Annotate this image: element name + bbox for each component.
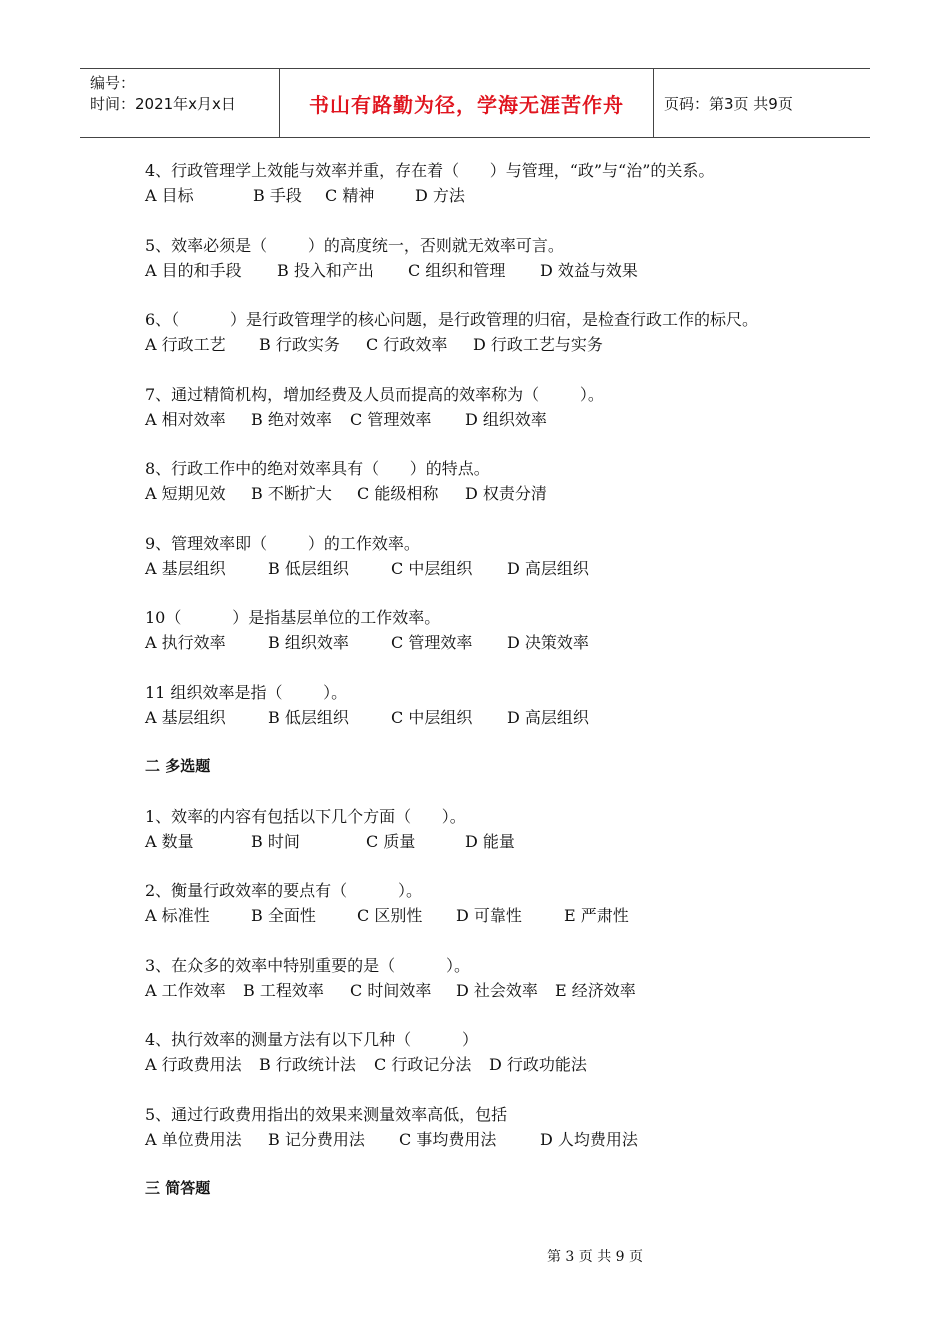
answer-option: D 人均费用法 (540, 1129, 638, 1149)
answer-option: B 手段 (253, 186, 302, 205)
answer-option: D 组织效率 (465, 409, 547, 429)
answer-option: B 时间 (251, 831, 300, 851)
answer-option: D 可靠性 (456, 906, 522, 925)
answer-option: B 投入和产出 (277, 260, 374, 280)
answer-option: A 工作效率 (145, 980, 226, 1000)
header-page-label: 页码：第3页 共9页 (664, 94, 793, 113)
question-options (145, 332, 845, 357)
question-stem: 9、管理效率即（ ）的工作效率。 (145, 533, 420, 553)
question-item (145, 953, 845, 1003)
date-label: 时间：2021年x月x日 (90, 95, 236, 113)
answer-option: A 短期见效 (145, 484, 226, 503)
question-stem: 1、效率的内容有包括以下几个方面（ ）。 (145, 806, 466, 826)
question-options (145, 1052, 845, 1077)
question-stem: 8、行政工作中的绝对效率具有（ ）的特点。 (145, 459, 490, 478)
question-item (145, 1027, 845, 1077)
answer-option: C 管理效率 (391, 633, 473, 652)
answer-option: A 基层组织 (145, 707, 226, 727)
answer-option: C 组织和管理 (408, 260, 506, 280)
answer-option: C 精神 (325, 186, 375, 205)
answer-option: D 决策效率 (507, 633, 589, 652)
answer-option: B 记分费用法 (268, 1129, 365, 1149)
answer-option: A 单位费用法 (145, 1129, 242, 1149)
answer-option: C 中层组织 (391, 707, 473, 727)
answer-option: A 基层组织 (145, 558, 226, 578)
answer-option: C 事均费用法 (399, 1129, 497, 1149)
question-item (145, 804, 845, 854)
multi-choice-list (145, 804, 845, 1152)
question-stem: 4、执行效率的测量方法有以下几种（ ） (145, 1030, 479, 1049)
question-item (145, 1102, 845, 1152)
question-stem: 3、在众多的效率中特别重要的是（ ）。 (145, 955, 471, 975)
answer-option: B 不断扩大 (251, 484, 332, 503)
question-stem: 6、（ ）是行政管理学的核心问题，是行政管理的归宿，是检查行政工作的标尺。 (145, 310, 759, 329)
answer-option: C 区别性 (357, 906, 423, 925)
answer-option: B 组织效率 (268, 633, 349, 652)
answer-option: B 工程效率 (243, 980, 324, 1000)
section-heading-short: 三 简答题 (145, 1179, 211, 1197)
answer-option: A 行政工艺 (145, 335, 226, 354)
number-label: 编号： (90, 74, 136, 92)
question-options (145, 630, 845, 655)
question-item (145, 233, 845, 283)
question-options (145, 183, 845, 208)
answer-option: C 质量 (366, 831, 416, 851)
question-options (145, 978, 845, 1003)
answer-option: D 方法 (415, 186, 465, 205)
page-header (80, 68, 870, 138)
question-options (145, 1127, 845, 1152)
answer-option: D 行政工艺与实务 (473, 335, 603, 354)
answer-option: A 数量 (145, 831, 194, 851)
question-stem: 5、通过行政费用指出的效果来测量效率高低，包括 (145, 1104, 508, 1124)
answer-option: D 效益与效果 (540, 260, 638, 280)
question-item (145, 878, 845, 928)
question-options (145, 829, 845, 854)
question-stem: 7、通过精简机构，增加经费及人员而提高的效率称为（ ）。 (145, 384, 604, 404)
question-options (145, 705, 845, 730)
question-options (145, 407, 845, 432)
answer-option: D 能量 (465, 831, 515, 851)
answer-option: C 中层组织 (391, 558, 473, 578)
answer-option: A 目的和手段 (145, 260, 242, 280)
header-motto: 书山有路勤为径，学海无涯苦作舟 (280, 69, 654, 137)
answer-option: D 高层组织 (507, 558, 589, 578)
answer-option: C 行政效率 (366, 335, 448, 354)
section-heading-multi: 二 多选题 (145, 757, 211, 775)
question-item (145, 158, 845, 208)
answer-option: B 低层组织 (268, 707, 349, 727)
answer-option: D 高层组织 (507, 707, 589, 727)
answer-option: D 社会效率 (456, 980, 538, 1000)
question-stem: 2、衡量行政效率的要点有（ ）。 (145, 881, 423, 900)
answer-option: A 标准性 (145, 906, 210, 925)
answer-option: C 行政记分法 (374, 1055, 472, 1074)
question-stem: 10（ ）是指基层单位的工作效率。 (145, 608, 441, 627)
answer-option: A 目标 (145, 186, 194, 205)
answer-option: D 权责分清 (465, 484, 547, 503)
question-options (145, 481, 845, 506)
single-choice-list (145, 158, 845, 730)
answer-option: A 行政费用法 (145, 1055, 242, 1074)
answer-option: B 全面性 (251, 906, 316, 925)
answer-option: E 严肃性 (564, 906, 629, 925)
question-item (145, 531, 845, 581)
question-options (145, 556, 845, 581)
question-item (145, 680, 845, 730)
question-stem: 4、行政管理学上效能与效率并重，存在着（ ）与管理，“政”与“治”的关系。 (145, 161, 715, 180)
answer-option: D 行政功能法 (489, 1055, 587, 1074)
answer-option: B 绝对效率 (251, 409, 332, 429)
answer-option: C 能级相称 (357, 484, 439, 503)
answer-option: C 管理效率 (350, 409, 432, 429)
answer-option: B 行政实务 (259, 335, 340, 354)
question-stem: 5、效率必须是（ ）的高度统一，否则就无效率可言。 (145, 235, 564, 255)
question-item (145, 307, 845, 357)
answer-option: B 行政统计法 (259, 1055, 356, 1074)
answer-option: C 时间效率 (350, 980, 432, 1000)
answer-option: A 相对效率 (145, 409, 226, 429)
question-item (145, 605, 845, 655)
answer-option: E 经济效率 (555, 980, 636, 1000)
answer-option: B 低层组织 (268, 558, 349, 578)
question-item (145, 456, 845, 506)
question-options (145, 258, 845, 283)
header-meta (80, 69, 280, 137)
document-body (145, 158, 845, 1226)
question-item (145, 382, 845, 432)
question-options (145, 903, 845, 928)
answer-option: A 执行效率 (145, 633, 226, 652)
question-stem: 11 组织效率是指（ ）。 (145, 682, 348, 702)
page-footer: 第 3 页 共 9 页 (546, 1249, 644, 1265)
